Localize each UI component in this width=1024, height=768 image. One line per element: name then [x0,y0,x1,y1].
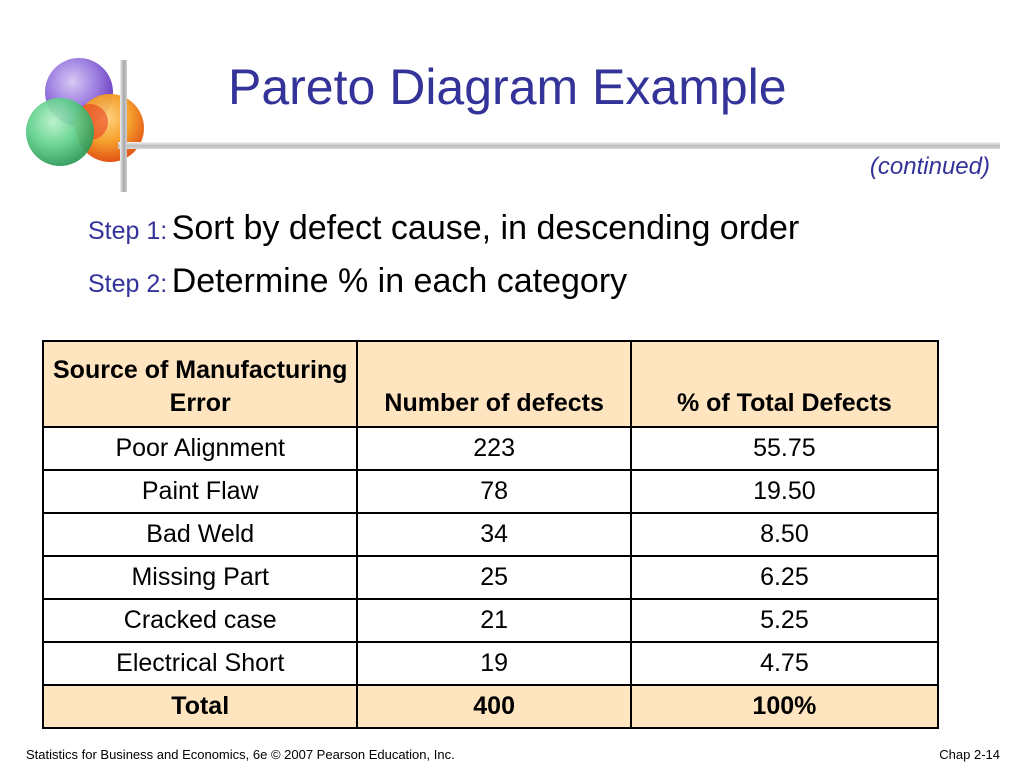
title-underline-divider [118,142,1000,149]
step-1-text: Sort by defect cause, in descending order [171,209,800,247]
step-2 [88,262,627,301]
cell-count: 25 [357,556,630,599]
step-1 [88,209,799,248]
header-number-of-defects: Number of defects [357,341,630,427]
footer-page-number: Chap 2-14 [939,747,1000,762]
cell-percent: 8.50 [631,513,938,556]
cell-source: Poor Alignment [43,427,357,470]
cell-percent: 19.50 [631,470,938,513]
table-row [43,427,938,470]
defects-table [42,340,939,729]
step-1-label: Step 1: [88,217,168,245]
cell-source: Missing Part [43,556,357,599]
total-label: Total [43,685,357,728]
table-row [43,556,938,599]
logo-green-circle [26,98,94,166]
cell-count: 34 [357,513,630,556]
header-source: Source of Manufacturing Error [43,341,357,427]
total-percent: 100% [631,685,938,728]
total-count: 400 [357,685,630,728]
cell-percent: 55.75 [631,427,938,470]
cell-percent: 4.75 [631,642,938,685]
table-total-row [43,685,938,728]
cell-percent: 6.25 [631,556,938,599]
cell-percent: 5.25 [631,599,938,642]
continued-note: (continued) [869,153,990,180]
step-2-text: Determine % in each category [171,262,628,300]
cell-count: 223 [357,427,630,470]
slide-title: Pareto Diagram Example [228,59,787,115]
cell-count: 19 [357,642,630,685]
table-header-row [43,341,938,427]
cell-source: Electrical Short [43,642,357,685]
header-percent-of-total: % of Total Defects [631,341,938,427]
cell-count: 78 [357,470,630,513]
cell-source: Cracked case [43,599,357,642]
overlapping-circles-logo-icon [0,0,160,200]
footer-citation: Statistics for Business and Economics, 6e © 2007 Pearson Education, Inc. [26,747,455,762]
cell-count: 21 [357,599,630,642]
table-row [43,513,938,556]
table-row [43,642,938,685]
cell-source: Bad Weld [43,513,357,556]
step-2-label: Step 2: [88,270,168,298]
title-vertical-divider [120,60,127,192]
table-row [43,599,938,642]
table-row [43,470,938,513]
cell-source: Paint Flaw [43,470,357,513]
